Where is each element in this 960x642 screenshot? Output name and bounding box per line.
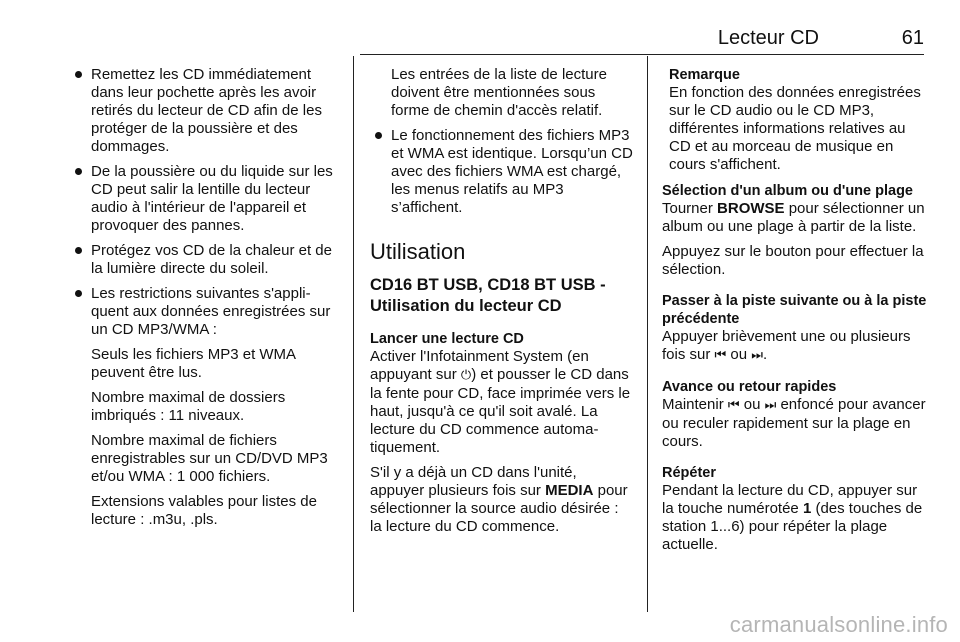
next-track-icon: ⏭ (764, 398, 777, 413)
topic-title: Répéter (662, 465, 716, 481)
paragraph: Tourner BROWSE pour sélectionner un album ou une plage à partir de la liste. (662, 200, 925, 235)
page-title: Lecteur CD (717, 27, 819, 49)
previous-track-icon: ⏮ (727, 398, 740, 413)
column-2 (370, 66, 634, 543)
note-text: En fonction des données enregistrées sur le CD audio ou le CD MP3, différentes informations relatives au CD et au morceau de musique en cours s'affichent. (669, 84, 921, 173)
list-item: Le fonctionnement des fichiers MP3 et WMA est identique. Lorsqu’un CD avec des fichiers WMA est chargé, les menus relatifs au MP3 s’affichent. (370, 127, 634, 217)
previous-track-icon: ⏮ (714, 348, 727, 363)
section-heading: Utilisation (370, 239, 466, 264)
list-item: Les restrictions suivantes s'appliquent aux données enregistrées sur un CD MP3/WMA : (70, 285, 340, 339)
list-item: Protégez vos CD de la chaleur et de la lumière directe du soleil. (70, 242, 340, 278)
bullet-icon (75, 168, 82, 175)
topic-title: Avance ou retour rapides (662, 379, 837, 395)
paragraph: Maintenir ⏮ ou ⏭ enfoncé pour avancer ou reculer rapidement sur la plage en cours. (662, 396, 926, 450)
header-rule (360, 54, 924, 55)
bullet-icon (75, 290, 82, 297)
note-box (662, 66, 928, 174)
paragraph: Activer l'Infotainment System (en appuyant sur ⏻) et pousser le CD dans la fente pour CD, face imprimée vers le haut, jusqu'à ce qu'il soit avalé. La lecture du CD commence automatiquement. (370, 348, 631, 456)
sub-paragraph: Extensions valables pour listes de lecture : .m3u, .pls. (91, 493, 317, 528)
column-1 (70, 66, 340, 536)
list-item: De la poussière ou du liquide sur les CD peut salir la lentille du lecteur audio à l'intérieur de l'appareil et provoquer des pannes. (70, 163, 340, 235)
sub-paragraph: Nombre maximal de fichiers enregistrables sur un CD/DVD MP3 et/ou WMA : 1 000 fichiers. (91, 432, 328, 485)
watermark: carmanualsonline.info (729, 612, 948, 637)
power-icon: ⏻ (460, 368, 472, 383)
column-divider-1 (353, 56, 354, 612)
subsection-heading: CD16 BT USB, CD18 BT USB - Utilisation du lecteur CD (370, 276, 606, 315)
column-3 (662, 66, 928, 561)
note-label: Remarque (669, 67, 740, 83)
page-header (360, 0, 924, 56)
topic-title: Lancer une lecture CD (370, 331, 524, 347)
column-divider-2 (647, 56, 648, 612)
paragraph: S'il y a déjà un CD dans l'unité, appuyer plusieurs fois sur MEDIA pour sélectionner la source audio désirée : la lecture du CD commence. (370, 464, 628, 535)
topic-title: Passer à la piste suivante ou à la piste précédente (662, 293, 927, 327)
paragraph: Pendant la lecture du CD, appuyer sur la touche numérotée 1 (des touches de station 1...6) pour répéter la plage actuelle. (662, 482, 923, 553)
bullet-icon (375, 132, 382, 139)
paragraph: Appuyez sur le bouton pour effectuer la sélection. (662, 243, 924, 278)
next-track-icon: ⏭ (751, 348, 763, 363)
paragraph: Appuyer brièvement une ou plusieurs fois sur ⏮ ou ⏭. (662, 328, 911, 363)
topic-title: Sélection d'un album ou d'une plage (662, 183, 913, 199)
sub-paragraph: Seuls les fichiers MP3 et WMA peuvent être lus. (91, 346, 296, 381)
continued-paragraph: Les entrées de la liste de lecture doivent être mentionnées sous forme de chemin d'accès relatif. (391, 66, 607, 119)
list-item: Remettez les CD immédiatement dans leur pochette après les avoir retirés du lecteur de CD afin de les protéger de la poussière et des dommages. (70, 66, 340, 156)
bullet-icon (75, 247, 82, 254)
page-number: 61 (901, 27, 924, 49)
bullet-icon (75, 71, 82, 78)
sub-paragraph: Nombre maximal de dossiers imbriqués : 11 niveaux. (91, 389, 286, 424)
